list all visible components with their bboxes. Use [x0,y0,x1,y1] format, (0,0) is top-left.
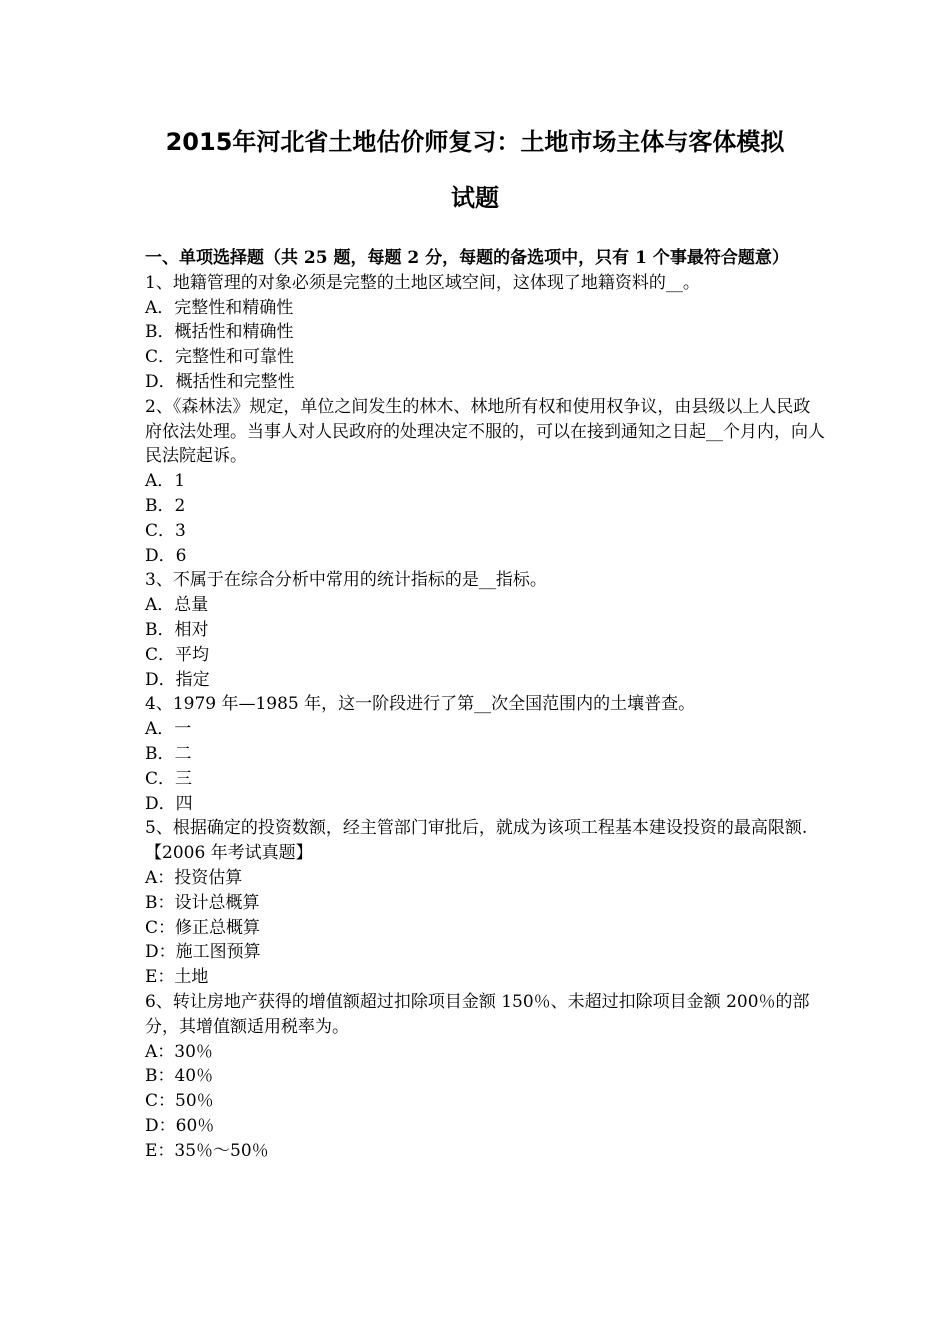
option: A：30％ [145,1041,213,1062]
question-5 [145,816,825,990]
option: C．平均 [145,644,210,665]
option-list [145,469,825,568]
option: B：40％ [145,1066,214,1087]
question-3 [145,568,825,692]
option: D．四 [145,793,193,814]
option: A．一 [145,719,192,740]
option: B．概括性和精确性 [145,322,294,343]
question-stem: 5、根据确定的投资数额，经主管部门审批后，就成为该项工程基本建设投资的最高限额.【2006 年考试真题】 [145,818,808,864]
option: C．三 [145,768,193,789]
option: D．概括性和完整性 [145,371,295,392]
question-stem: 6、转让房地产获得的增值额超过扣除项目金额 150％、未超过扣除项目金额 200％的部分，其增值额适用税率为。 [145,991,810,1037]
option: D：60％ [145,1115,215,1136]
title-line-1: 2015年河北省土地估价师复习：土地市场主体与客体模拟 [165,128,785,156]
option: C．完整性和可靠性 [145,347,295,368]
option-list [145,717,825,816]
question-stem: 2、《森林法》规定，单位之间发生的林木、林地所有权和使用权争议，由县级以上人民政府依法处理。当事人对人民政府的处理决定不服的，可以在接到通知之日起__个月内，向人民法院起诉。 [145,396,825,467]
option: D．指定 [145,669,210,690]
option-list [145,866,825,990]
option: D．6 [145,545,187,566]
question-6 [145,990,825,1164]
option-list [145,1040,825,1164]
option: B．相对 [145,619,209,640]
option-list [145,593,825,692]
question-2 [145,395,825,569]
option: B．二 [145,743,192,764]
question-1 [145,271,825,395]
question-stem: 1、地籍管理的对象必须是完整的土地区域空间，这体现了地籍资料的__。 [145,272,700,293]
document-body [145,246,825,1163]
option: A．总量 [145,595,209,616]
question-4 [145,692,825,816]
option: A．1 [145,471,186,492]
section-heading: 一、单项选择题（共 25 题，每题 2 分，每题的备选项中，只有 1 个事最符合题意） [145,248,789,268]
option: C：50％ [145,1091,214,1112]
option: B：设计总概算 [145,892,260,913]
option: D：施工图预算 [145,942,261,963]
option: E：土地 [145,967,209,988]
option: A．完整性和精确性 [145,297,294,318]
question-stem: 3、不属于在综合分析中常用的统计指标的是__指标。 [145,570,547,591]
document-title [0,114,950,226]
question-stem: 4、1979 年—1985 年，这一阶段进行了第__次全国范围内的土壤普查。 [145,694,696,715]
title-line-2: 试题 [451,184,499,212]
option: C：修正总概算 [145,917,261,938]
option: A：投资估算 [145,867,243,888]
option: C．3 [145,520,186,541]
option-list [145,296,825,395]
option: E：35％～50％ [145,1140,269,1161]
option: B．2 [145,495,186,516]
